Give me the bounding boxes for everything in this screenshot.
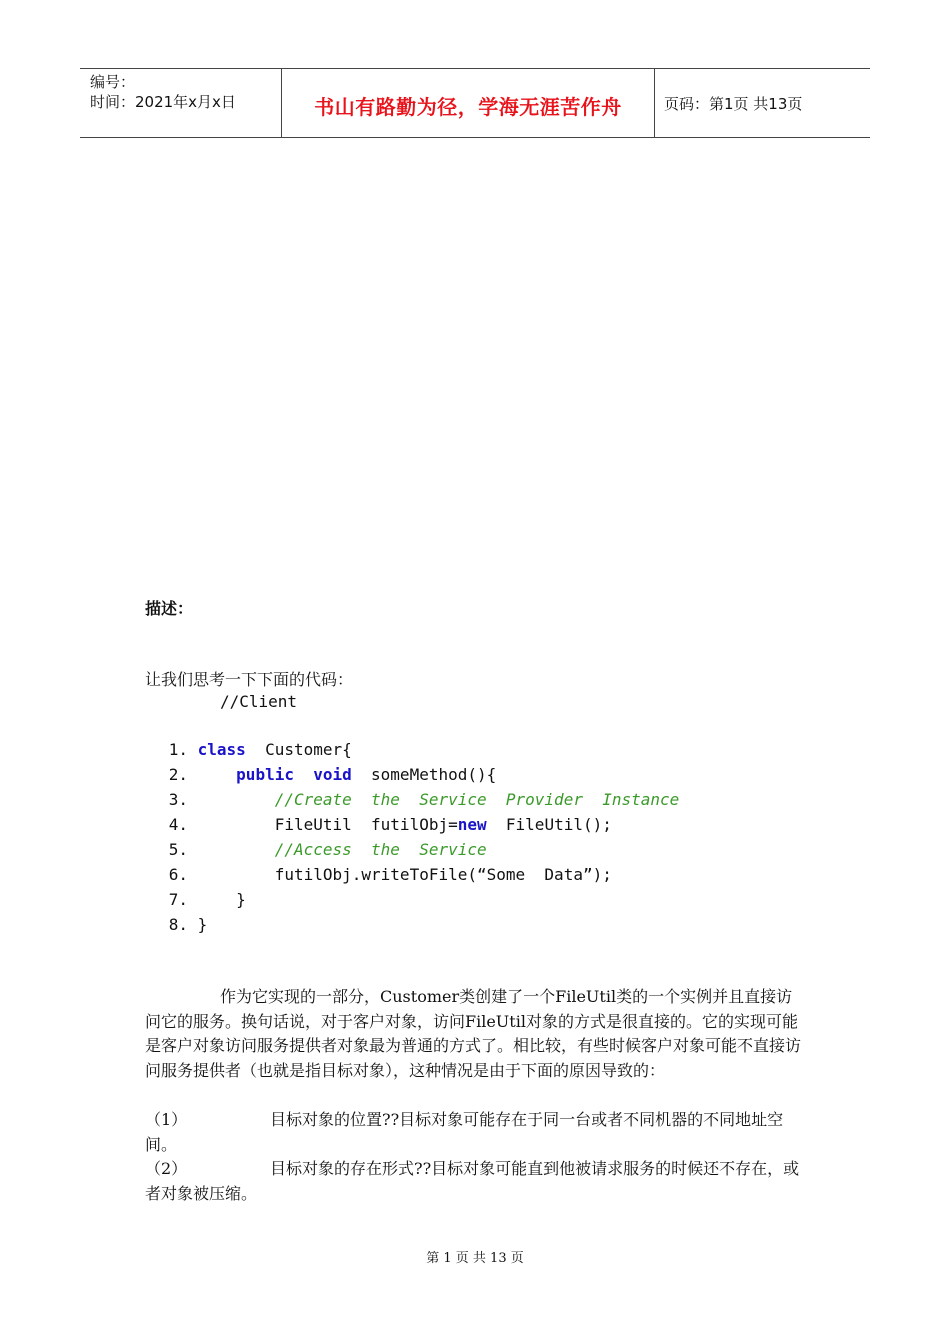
code-text bbox=[294, 765, 313, 784]
code-line bbox=[160, 915, 207, 940]
code-text: someMethod(){ bbox=[351, 765, 497, 784]
section-heading: 描述： bbox=[145, 599, 194, 618]
code-text: FileUtil(); bbox=[486, 815, 612, 834]
code-text: } bbox=[197, 890, 246, 909]
list-item-label: （2） bbox=[145, 1159, 188, 1178]
list-item-label: （1） bbox=[145, 1110, 188, 1129]
code-text bbox=[198, 840, 275, 859]
code-text bbox=[198, 765, 237, 784]
code-line-number: 8. bbox=[168, 915, 188, 934]
body-paragraph bbox=[145, 985, 807, 1083]
code-comment: //Create the Service Provider Instance bbox=[274, 790, 680, 809]
code-line bbox=[160, 815, 612, 840]
code-line bbox=[160, 790, 679, 815]
header-info-cell bbox=[80, 69, 282, 137]
code-keyword: void bbox=[313, 765, 352, 784]
code-line-number: 1. bbox=[168, 740, 188, 759]
code-line bbox=[160, 865, 612, 890]
list-item-text: 目标对象的位置??目标对象可能存在于同一台或者不同机器的不同地址空间。 bbox=[145, 1110, 784, 1154]
code-line bbox=[160, 840, 487, 865]
code-keyword: class bbox=[197, 740, 246, 759]
list-item-text: 目标对象的存在形式??目标对象可能直到他被请求服务的时候还不存在，或者对象被压缩。 bbox=[145, 1159, 800, 1203]
code-line bbox=[160, 765, 496, 790]
intro-text: 让我们思考一下下面的代码： bbox=[145, 670, 354, 689]
header-page-cell bbox=[655, 69, 870, 137]
code-line bbox=[160, 890, 246, 915]
code-line-number: 5. bbox=[168, 840, 188, 859]
code-line-number: 2. bbox=[168, 765, 188, 784]
client-comment: //Client bbox=[220, 692, 298, 711]
code-line-number: 6. bbox=[168, 865, 188, 884]
list-item bbox=[145, 1157, 807, 1206]
code-text: } bbox=[197, 915, 208, 934]
code-text: futilObj.writeToFile(“Some Data”); bbox=[197, 865, 612, 884]
code-line-number: 7. bbox=[168, 890, 188, 909]
code-text: Customer{ bbox=[245, 740, 352, 759]
page-footer: 第 1 页 共 13 页 bbox=[426, 1251, 524, 1266]
code-line-number: 3. bbox=[168, 790, 188, 809]
code-keyword: public bbox=[236, 765, 294, 784]
document-time-label: 时间：2021年x月x日 bbox=[90, 93, 236, 111]
code-text bbox=[198, 790, 275, 809]
list-item bbox=[145, 1108, 807, 1157]
code-text: FileUtil futilObj= bbox=[197, 815, 458, 834]
code-comment: //Access the Service bbox=[274, 840, 487, 859]
code-keyword: new bbox=[457, 815, 487, 834]
body-paragraph-text: 作为它实现的一部分，Customer类创建了一个FileUtil类的一个实例并且直接访问它的服务。换句话说，对于客户对象，访问FileUtil对象的方式是很直接的。它的实现可能是客户对象访问服务提供者对象最为普通的方式了。相比较，有些时候客户对象可能不直接访问服务提供者（也就是指目标对象），这种情况是由于下面的原因导致的： bbox=[145, 987, 802, 1080]
header-motto: 书山有路勤为径，学海无涯苦作舟 bbox=[314, 95, 622, 119]
code-line bbox=[160, 740, 352, 765]
header-motto-cell bbox=[282, 69, 655, 137]
header-page-code: 页码：第1页 共13页 bbox=[664, 95, 803, 113]
document-number-label: 编号： bbox=[90, 73, 136, 91]
code-line-number: 4. bbox=[168, 815, 188, 834]
page-header bbox=[80, 68, 870, 138]
